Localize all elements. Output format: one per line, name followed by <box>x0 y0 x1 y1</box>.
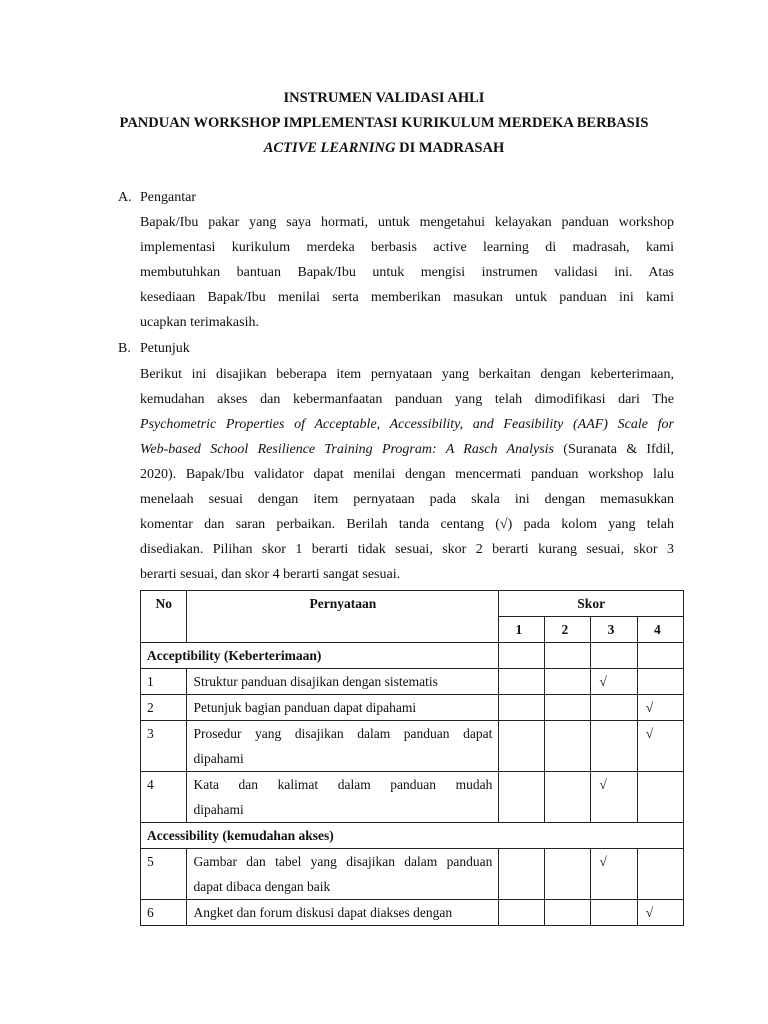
row-statement <box>187 849 499 900</box>
score-cell-3[interactable] <box>591 669 637 695</box>
table-row <box>141 772 684 823</box>
section-b-line: menelaah sesuai dengan item pernyataan pada skala ini dengan memasukkan <box>140 492 674 507</box>
group-label: Accessibility (kemudahan akses) <box>141 823 684 849</box>
statement-line: Struktur panduan disajikan dengan sistematis <box>193 674 438 689</box>
row-number: 4 <box>141 772 187 823</box>
score-cell <box>637 643 683 669</box>
table-row <box>141 721 684 772</box>
score-cell-4[interactable] <box>637 772 683 823</box>
doc-title-rest: DI MADRASAH <box>395 140 505 156</box>
section-b-citation-ref: (Suranata & Ifdil, <box>553 442 674 457</box>
score-cell-1[interactable] <box>499 900 545 926</box>
section-a-line: membutuhkan bantuan Bapak/Ibu untuk mengisi instrumen validasi ini. Atas <box>140 265 674 280</box>
check-mark: √ <box>645 905 654 920</box>
section-b-line: kemudahan akses dan kebermanfaatan panduan yang telah dimodifikasi dari The <box>140 392 674 407</box>
statement-line: dapat dibaca dengan baik <box>193 879 331 894</box>
row-statement <box>187 772 499 823</box>
section-a-letter: A. <box>118 190 132 205</box>
group-label: Acceptibility (Keberterimaan) <box>141 643 499 669</box>
score-cell-1[interactable] <box>499 669 545 695</box>
score-cell-2[interactable] <box>545 900 591 926</box>
row-statement <box>187 695 499 721</box>
group-row-acceptibility <box>141 643 684 669</box>
score-cell-3[interactable] <box>591 721 637 772</box>
statement-line: dipahami <box>193 751 244 766</box>
header-score-3: 3 <box>591 617 637 643</box>
section-b-paragraph <box>140 362 674 587</box>
score-cell-4[interactable] <box>637 695 683 721</box>
header-score-2: 2 <box>545 617 591 643</box>
doc-title-line3 <box>0 139 768 157</box>
header-score: Skor <box>499 591 684 617</box>
header-no: No <box>141 591 187 643</box>
section-a-line: ucapkan terimakasih. <box>140 315 259 330</box>
header-statement: Pernyataan <box>187 591 499 643</box>
score-cell-4[interactable] <box>637 900 683 926</box>
score-cell-3[interactable] <box>591 695 637 721</box>
score-cell-2[interactable] <box>545 695 591 721</box>
score-cell-1[interactable] <box>499 849 545 900</box>
check-mark: √ <box>599 777 607 792</box>
score-cell-2[interactable] <box>545 721 591 772</box>
score-cell-4[interactable] <box>637 849 683 900</box>
row-number: 6 <box>141 900 187 926</box>
statement-line: Gambar dan tabel yang disajikan dalam panduan <box>193 854 493 869</box>
row-statement <box>187 721 499 772</box>
section-a-heading: Pengantar <box>140 190 196 205</box>
row-number: 5 <box>141 849 187 900</box>
check-mark: √ <box>599 854 607 869</box>
row-number: 3 <box>141 721 187 772</box>
score-cell-3[interactable] <box>591 849 637 900</box>
section-a-paragraph <box>140 210 674 335</box>
section-b-letter: B. <box>118 341 131 356</box>
check-mark: √ <box>645 700 654 715</box>
section-b-line: berarti sesuai, dan skor 4 berarti sangat sesuai. <box>140 567 401 582</box>
group-row-accessibility <box>141 823 684 849</box>
header-score-4: 4 <box>637 617 683 643</box>
section-a-line: implementasi kurikulum merdeka berbasis active learning di madrasah, kami <box>140 240 674 255</box>
score-cell <box>499 643 545 669</box>
section-b-line: komentar dan saran perbaikan. Berilah tanda centang (√) pada kolom yang telah <box>140 517 674 532</box>
score-cell-4[interactable] <box>637 669 683 695</box>
section-b-citation-title: Web-based School Resilience Training Program: A Rasch Analysis <box>140 442 554 457</box>
score-cell-1[interactable] <box>499 695 545 721</box>
statement-line: Kata dan kalimat dalam panduan mudah <box>193 777 493 792</box>
section-a-line: kesediaan Bapak/Ibu menilai serta memberikan masukan untuk panduan ini kami <box>140 290 674 305</box>
table-row <box>141 900 684 926</box>
score-cell-3[interactable] <box>591 772 637 823</box>
check-mark: √ <box>645 726 654 741</box>
row-statement <box>187 669 499 695</box>
section-a-line: Bapak/Ibu pakar yang saya hormati, untuk mengetahui kelayakan panduan workshop <box>140 215 674 230</box>
statement-line: Petunjuk bagian panduan dapat dipahami <box>193 700 417 715</box>
score-cell-2[interactable] <box>545 849 591 900</box>
score-cell-2[interactable] <box>545 669 591 695</box>
row-number: 2 <box>141 695 187 721</box>
statement-line: Prosedur yang disajikan dalam panduan dapat <box>193 726 493 741</box>
section-b-line: disediakan. Pilihan skor 1 berarti tidak sesuai, skor 2 berarti kurang sesuai, skor 3 <box>140 542 674 557</box>
header-score-1: 1 <box>499 617 545 643</box>
score-cell-1[interactable] <box>499 772 545 823</box>
score-cell-4[interactable] <box>637 721 683 772</box>
table-row <box>141 695 684 721</box>
score-cell <box>591 643 637 669</box>
check-mark: √ <box>599 674 607 689</box>
table-header-row <box>141 591 684 617</box>
row-number: 1 <box>141 669 187 695</box>
score-cell-2[interactable] <box>545 772 591 823</box>
section-b-line: 2020). Bapak/Ibu validator dapat menilai dengan mencermati panduan workshop lalu <box>140 467 674 482</box>
statement-line: Angket dan forum diskusi dapat diakses dengan <box>193 905 453 920</box>
score-cell-1[interactable] <box>499 721 545 772</box>
section-b-line <box>140 412 674 437</box>
section-b-citation-title: Psychometric Properties of Acceptable, Accessibility, and Feasibility (AAF) Scale for <box>140 417 674 432</box>
row-statement <box>187 900 499 926</box>
score-cell-3[interactable] <box>591 900 637 926</box>
section-b-heading: Petunjuk <box>140 341 190 356</box>
table-row <box>141 669 684 695</box>
validation-score-table <box>140 590 684 926</box>
doc-title-line1: INSTRUMEN VALIDASI AHLI <box>283 90 485 106</box>
doc-title-italic: ACTIVE LEARNING <box>263 140 396 156</box>
statement-line: dipahami <box>193 802 244 817</box>
section-b-line <box>140 437 674 462</box>
doc-title-line2: PANDUAN WORKSHOP IMPLEMENTASI KURIKULUM MERDEKA BERBASIS <box>119 115 649 131</box>
score-cell <box>545 643 591 669</box>
section-b-line: Berikut ini disajikan beberapa item pernyataan yang berkaitan dengan keberterimaan, <box>140 367 674 382</box>
table-row <box>141 849 684 900</box>
